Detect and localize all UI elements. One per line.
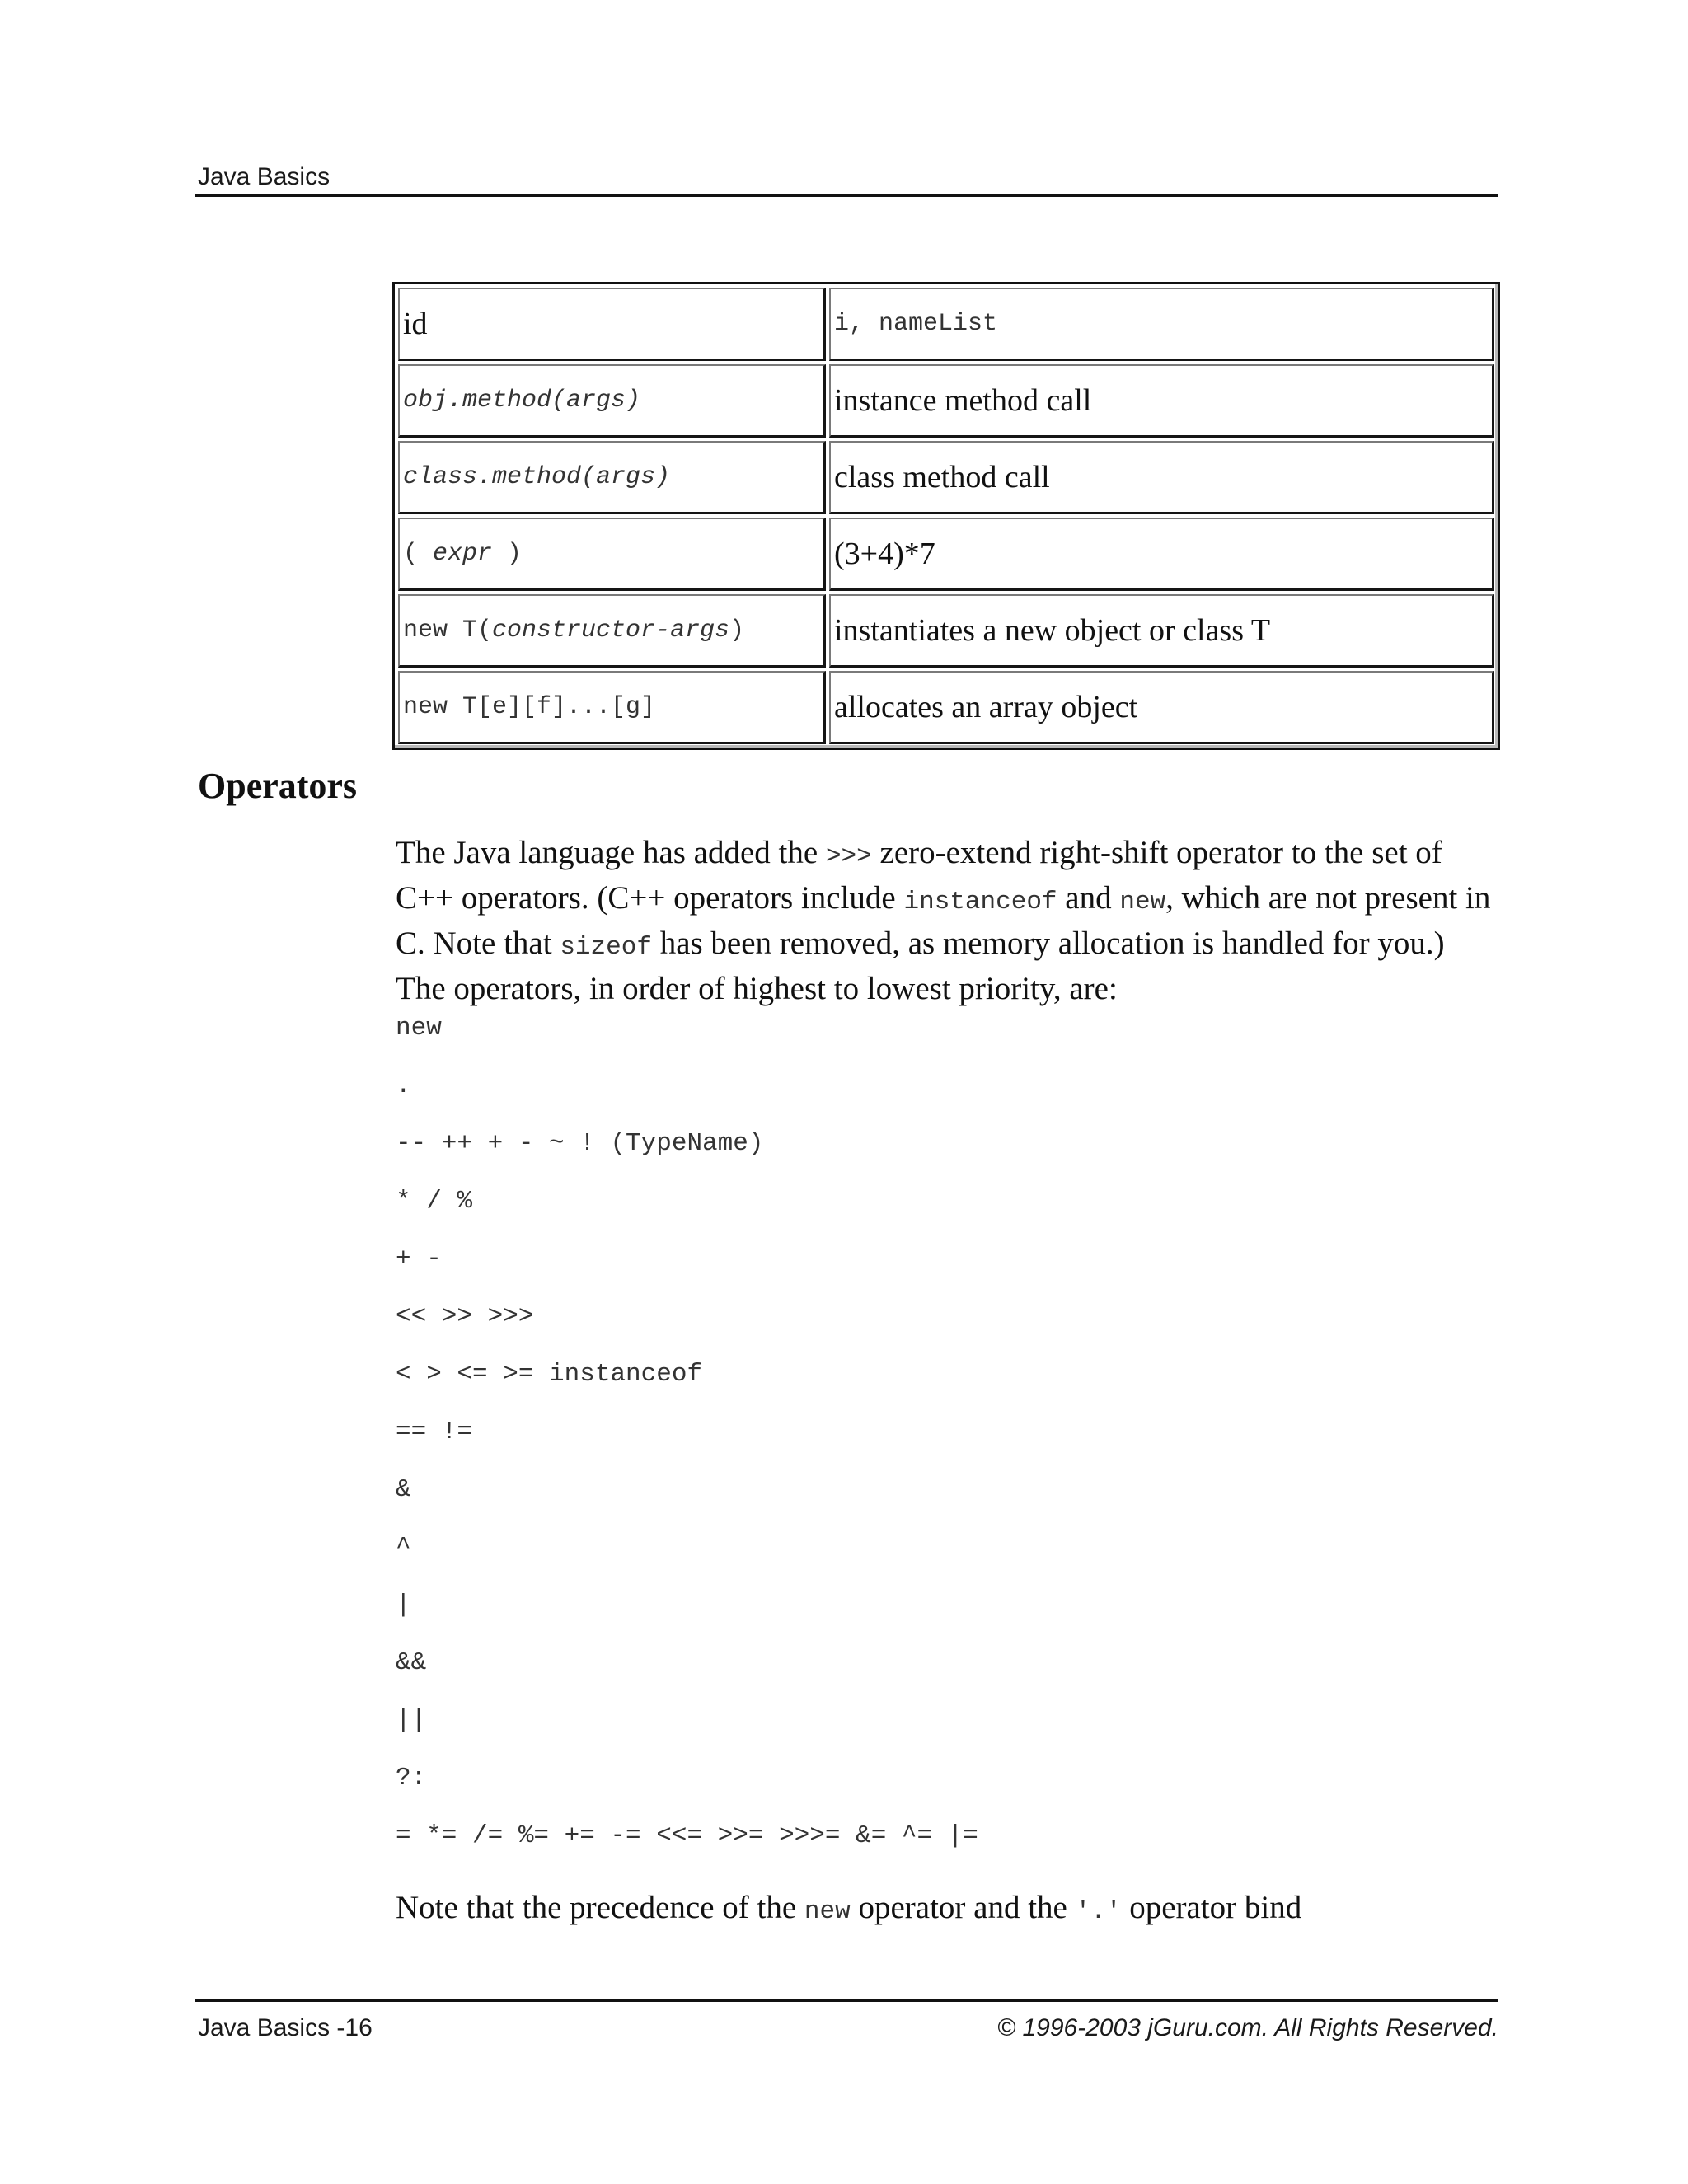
syntax-suffix: ) [492, 540, 523, 568]
example-cell: (3+4)*7 [829, 518, 1494, 591]
inline-code: new [804, 1897, 851, 1926]
inline-code: >>> [825, 842, 872, 871]
operator-line: . [396, 1071, 411, 1100]
example-cell: i, nameList [829, 288, 1494, 361]
table-row [398, 364, 1494, 438]
operator-line: || [396, 1706, 427, 1735]
footer-rule [195, 1999, 1498, 2002]
table-row [398, 441, 1494, 514]
text-run: The Java language has added the [396, 835, 826, 870]
syntax-italic: constructor-args [492, 616, 730, 644]
syntax-table [392, 282, 1500, 750]
syntax-cell: id [398, 288, 826, 361]
operator-line: -- ++ + - ~ ! (TypeName) [396, 1129, 764, 1158]
operator-line: * / % [396, 1187, 473, 1216]
text-run: operator and the [850, 1890, 1076, 1925]
text-run: has been removed, as memory allocation is handled for you.) The operators, in order of highest to lowest priority, are: [396, 926, 1445, 1006]
operator-line: | [396, 1591, 411, 1619]
syntax-italic: expr [433, 540, 493, 568]
operator-line: < > <= >= instanceof [396, 1360, 703, 1389]
operator-list [396, 1012, 978, 1877]
operator-line: && [396, 1648, 427, 1677]
copyright-notice: © 1996-2003 jGuru.com. All Rights Reserved. [997, 2014, 1498, 2041]
note-paragraph [396, 1887, 1500, 1933]
text-run: operator bind [1121, 1890, 1302, 1925]
operator-line: new [396, 1014, 442, 1043]
syntax-prefix: new T( [403, 616, 493, 644]
operator-line: << >> >>> [396, 1302, 534, 1331]
operator-line: = *= /= %= += -= <<= >>= >>>= &= ^= |= [396, 1821, 978, 1850]
section-heading: Operators [198, 766, 358, 806]
example-cell: instance method call [829, 364, 1494, 438]
inline-code: new [1119, 888, 1166, 916]
inline-code: instanceof [903, 888, 1057, 916]
syntax-cell: obj.method(args) [398, 364, 826, 438]
example-cell: instantiates a new object or class T [829, 594, 1494, 668]
operator-line: == != [396, 1418, 473, 1446]
body-paragraph [396, 832, 1500, 1010]
operator-line: + - [396, 1244, 442, 1273]
table-row [398, 671, 1494, 744]
operator-line: ^ [396, 1533, 411, 1562]
page-footer-left: Java Basics -16 [198, 2014, 373, 2041]
syntax-cell [398, 518, 826, 591]
text-run: and [1057, 880, 1120, 916]
text-run: , which are not present in C. Note that [396, 880, 1491, 961]
table-row [398, 518, 1494, 591]
example-cell: class method call [829, 441, 1494, 514]
syntax-suffix: ) [729, 616, 745, 644]
operator-line: ?: [396, 1764, 427, 1793]
inline-code: sizeof [560, 933, 652, 962]
example-cell: allocates an array object [829, 671, 1494, 744]
syntax-cell: class.method(args) [398, 441, 826, 514]
table-row [398, 594, 1494, 668]
text-run: Note that the precedence of the [396, 1890, 804, 1925]
inline-code: '.' [1075, 1897, 1122, 1926]
syntax-prefix: ( [403, 540, 434, 568]
running-header: Java Basics [198, 163, 331, 190]
syntax-cell [398, 594, 826, 668]
header-rule [195, 194, 1498, 197]
operator-line: & [396, 1475, 411, 1504]
text-run: zero-extend right-shift operator to the set of C++ operators. (C++ operators include [396, 835, 1442, 916]
syntax-cell: new T[e][f]...[g] [398, 671, 826, 744]
table-row [398, 288, 1494, 361]
